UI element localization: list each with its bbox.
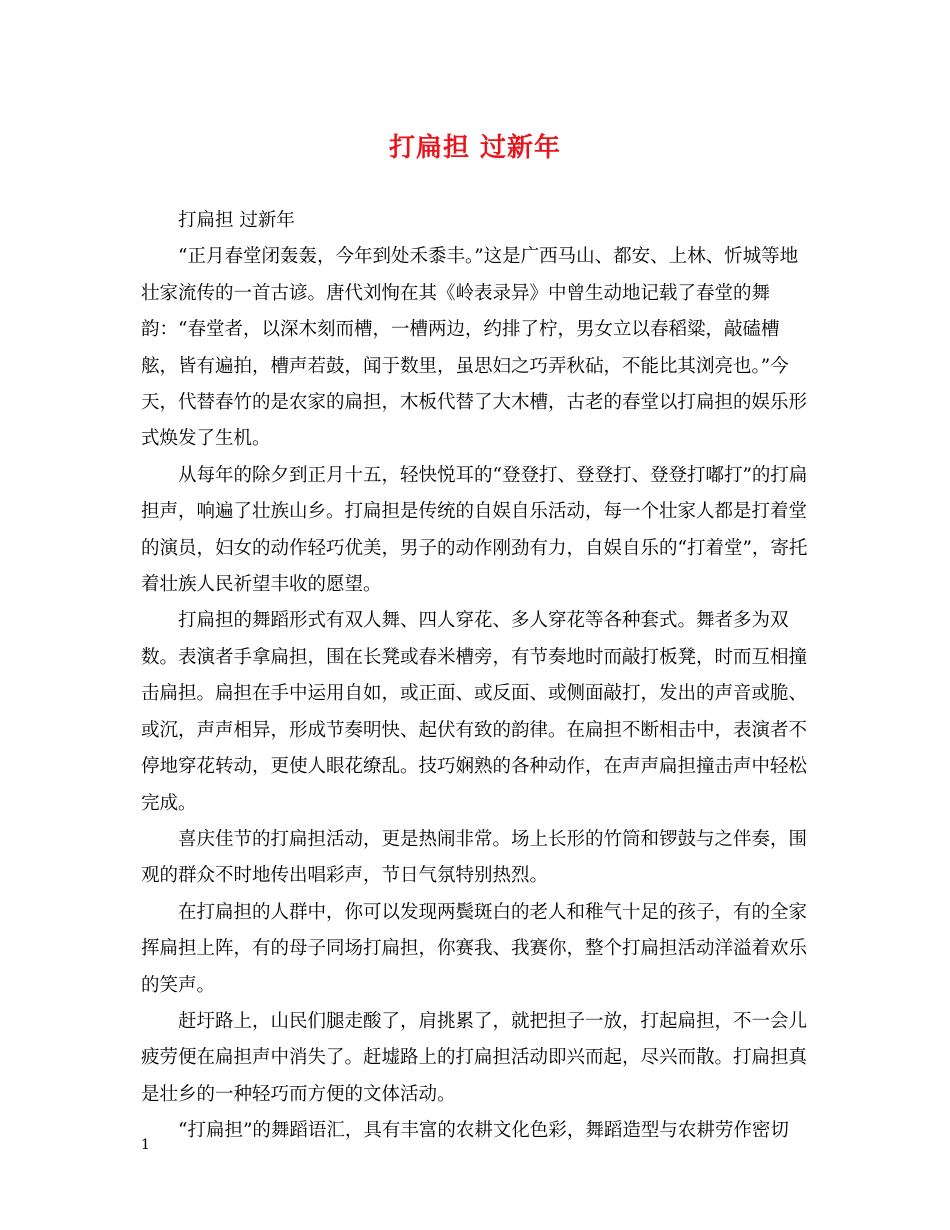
document-body bbox=[141, 203, 813, 1150]
paragraph: 在打扁担的人群中，你可以发现两鬓斑白的老人和稚气十足的孩子，有的全家挥扁担上阵，有的母子同场打扁担，你赛我、我赛你，整个打扁担活动洋溢着欢乐的笑声。 bbox=[141, 901, 808, 996]
paragraph: 赶圩路上，山民们腿走酸了，肩挑累了，就把担子一放，打起扁担，不一会儿疲劳便在扁担声中消失了。赶墟路上的打扁担活动即兴而起，尽兴而散。打扁担真是壮乡的一种轻巧而方便的文体活动。 bbox=[141, 1010, 808, 1105]
paragraph: “正月春堂闭轰轰，今年到处禾黍丰。”这是广西马山、都安、上林、忻城等地壮家流传的一首古谚。唐代刘恂在其《岭表录异》中曾生动地记载了春堂的舞韵：“春堂者，以深木刻而槽，一槽两边，约排了柠，男女立以春稻粱，敲磕槽舷，皆有遍拍，槽声若鼓，闻于数里，虽思妇之巧弄秋砧，不能比其浏亮也。”今天，代替春竹的是农家的扁担，木板代替了大木槽，古老的春堂以打扁担的娱乐形式焕发了生机。 bbox=[141, 246, 808, 450]
paragraph: “打扁担”的舞蹈语汇，具有丰富的农耕文化色彩，舞蹈造型与农耕劳作密切 bbox=[178, 1120, 789, 1142]
paragraph: 打扁担的舞蹈形式有双人舞、四人穿花、多人穿花等各种套式。舞者多为双数。表演者手拿扁担，围在长凳或春米槽旁，有节奏地时而敲打板凳，时而互相撞击扁担。扁担在手中运用自如，或正面、或反面、或侧面敲打，发出的声音或脆、或沉，声声相异，形成节奏明快、起伏有致的韵律。在扁担不断相击中，表演者不停地穿花转动，更使人眼花缭乱。技巧娴熟的各种动作，在声声扁担撞击声中轻松完成。 bbox=[141, 610, 808, 814]
page-number: 1 bbox=[141, 1137, 150, 1153]
paragraph: 打扁担 过新年 bbox=[178, 210, 295, 231]
paragraph: 喜庆佳节的打扁担活动，更是热闹非常。场上长形的竹筒和锣鼓与之伴奏，围观的群众不时地传出唱彩声，节日气氛特别热烈。 bbox=[141, 828, 808, 887]
paragraph: 从每年的除夕到正月十五，轻快悦耳的“登登打、登登打、登登打嘟打”的打扁担声，响遍了壮族山乡。打扁担是传统的自娱自乐活动，每一个壮家人都是打着堂的演员，妇女的动作轻巧优美，男子的动作刚劲有力，自娱自乐的“打着堂”，寄托着壮族人民祈望丰收的愿望。 bbox=[141, 464, 808, 596]
document-title: 打扁担 过新年 bbox=[388, 133, 562, 163]
